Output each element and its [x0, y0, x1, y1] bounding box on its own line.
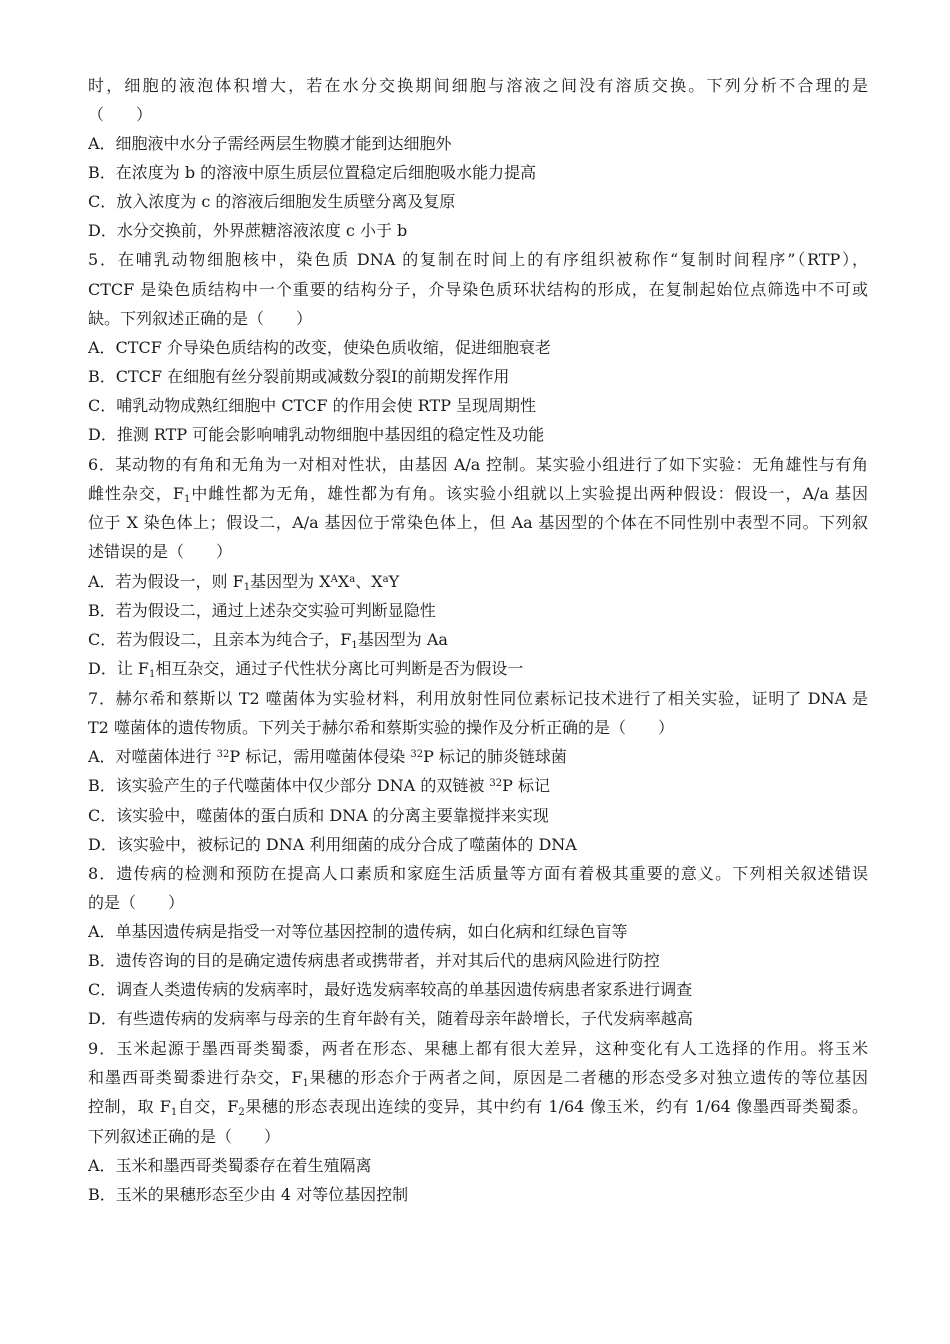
- q8-option-b: B．遗传咨询的目的是确定遗传病患者或携带者，并对其后代的患病风险进行防控: [88, 951, 660, 970]
- q5-option-a: A．CTCF 介导染色质结构的改变，使染色质收缩，促进细胞衰老: [88, 338, 551, 357]
- q4-option-d: D．水分交换前，外界蔗糖溶液浓度 c 小于 b: [88, 221, 408, 240]
- q7-option-a: A．对噬菌体进行 $^{32}$P 标记，需用噬菌体侵染 $^{32}$P 标记的肺炎链球菌: [88, 747, 567, 766]
- q6-option-c: C．若为假设二，且亲本为纯合子，$F_1$基因型为 Aa: [88, 630, 448, 651]
- q9-stem-line-2: 和墨西哥类蜀黍进行杂交，$F_1$果穗的形态介于两者之间，原因是二者穗的形态受多对独立遗传的等位基因: [88, 1068, 868, 1089]
- q5-option-d: D．推测 RTP 可能会影响哺乳动物细胞中基因组的稳定性及功能: [88, 425, 545, 444]
- q5-stem-line-3: 缺。下列叙述正确的是（ ）: [88, 309, 313, 328]
- q6-option-d: D．让 $F_1$相互杂交，通过子代性状分离比可判断是否为假设一: [88, 659, 524, 680]
- q5-stem-line-1: 5．在哺乳动物细胞核中，染色质 DNA 的复制在时间上的有序组织被称作“复制时间程序”（RTP），: [88, 250, 868, 269]
- q9-option-b: B．玉米的果穗形态至少由 4 对等位基因控制: [88, 1185, 409, 1204]
- q6-stem-line-3: 位于 X 染色体上；假设二，A/a 基因位于常染色体上，但 Aa 基因型的个体在不同性别中表型不同。下列叙: [88, 513, 868, 532]
- q4-option-b: B．在浓度为 b 的溶液中原生质层位置稳定后细胞吸水能力提高: [88, 163, 537, 182]
- q4-option-a: A．细胞液中水分子需经两层生物膜才能到达细胞外: [88, 134, 452, 153]
- q4-stem-line: 时，细胞的液泡体积增大，若在水分交换期间细胞与溶液之间没有溶质交换。下列分析不合理的是: [88, 76, 868, 95]
- q6-option-b: B．若为假设二，通过上述杂交实验可判断显隐性: [88, 601, 436, 620]
- q8-stem-line-2: 的是（ ）: [88, 893, 185, 912]
- q7-stem-line-2: T2 噬菌体的遗传物质。下列关于赫尔希和蔡斯实验的操作及分析正确的是（ ）: [88, 718, 674, 737]
- q9-option-a: A．玉米和墨西哥类蜀黍存在着生殖隔离: [88, 1156, 372, 1175]
- q4-answer-paren: （ ）: [88, 105, 153, 124]
- q8-stem-line-1: 8．遗传病的检测和预防在提高人口素质和家庭生活质量等方面有着极其重要的意义。下列相关叙述错误: [88, 864, 868, 883]
- q8-option-c: C．调查人类遗传病的发病率时，最好选发病率较高的单基因遗传病患者家系进行调查: [88, 980, 693, 999]
- q5-stem-line-2: CTCF 是染色质结构中一个重要的结构分子，介导染色质环状结构的形成，在复制起始位点筛选中不可或: [88, 280, 868, 299]
- q5-option-c: C．哺乳动物成熟红细胞中 CTCF 的作用会使 RTP 呈现周期性: [88, 396, 537, 415]
- q7-option-b: B．该实验产生的子代噬菌体中仅少部分 DNA 的双链被 $^{32}$P 标记: [88, 776, 550, 795]
- q6-option-a: A．若为假设一，则 $F_1$基因型为 $X^AX^a$、$X^aY$: [88, 572, 400, 593]
- q4-option-c: C．放入浓度为 c 的溶液后细胞发生质壁分离及复原: [88, 192, 456, 211]
- q7-option-d: D．该实验中，被标记的 DNA 利用细菌的成分合成了噬菌体的 DNA: [88, 835, 577, 854]
- q5-option-b: B．CTCF 在细胞有丝分裂前期或减数分裂Ⅰ的前期发挥作用: [88, 367, 510, 386]
- q7-stem-line-1: 7．赫尔希和蔡斯以 T2 噬菌体为实验材料，利用放射性同位素标记技术进行了相关实验，证明了 DNA 是: [88, 689, 868, 708]
- q6-stem-line-2: 雌性杂交，$F_1$中雌性都为无角，雄性都为有角。该实验小组就以上实验提出两种假设：假设一，A/a 基因: [88, 484, 868, 505]
- q7-option-c: C．该实验中，噬菌体的蛋白质和 DNA 的分离主要靠搅拌来实现: [88, 806, 549, 825]
- q9-stem-line-1: 9．玉米起源于墨西哥类蜀黍，两者在形态、果穗上都有很大差异，这种变化有人工选择的作用。将玉米: [88, 1039, 868, 1058]
- q6-stem-line-4: 述错误的是（ ）: [88, 542, 233, 561]
- q8-option-d: D．有些遗传病的发病率与母亲的生育年龄有关，随着母亲年龄增长，子代发病率越高: [88, 1009, 693, 1028]
- q9-stem-line-4: 下列叙述正确的是（ ）: [88, 1127, 281, 1146]
- q8-option-a: A．单基因遗传病是指受一对等位基因控制的遗传病，如白化病和红绿色盲等: [88, 922, 628, 941]
- q9-stem-line-3: 控制，取 $F_1$自交，$F_2$果穗的形态表现出连续的变异，其中约有 1/64 像玉米，约有 1/64 像墨西哥类蜀黍。: [88, 1097, 868, 1118]
- q6-stem-line-1: 6．某动物的有角和无角为一对相对性状，由基因 A/a 控制。某实验小组进行了如下实验：无角雄性与有角: [88, 455, 868, 474]
